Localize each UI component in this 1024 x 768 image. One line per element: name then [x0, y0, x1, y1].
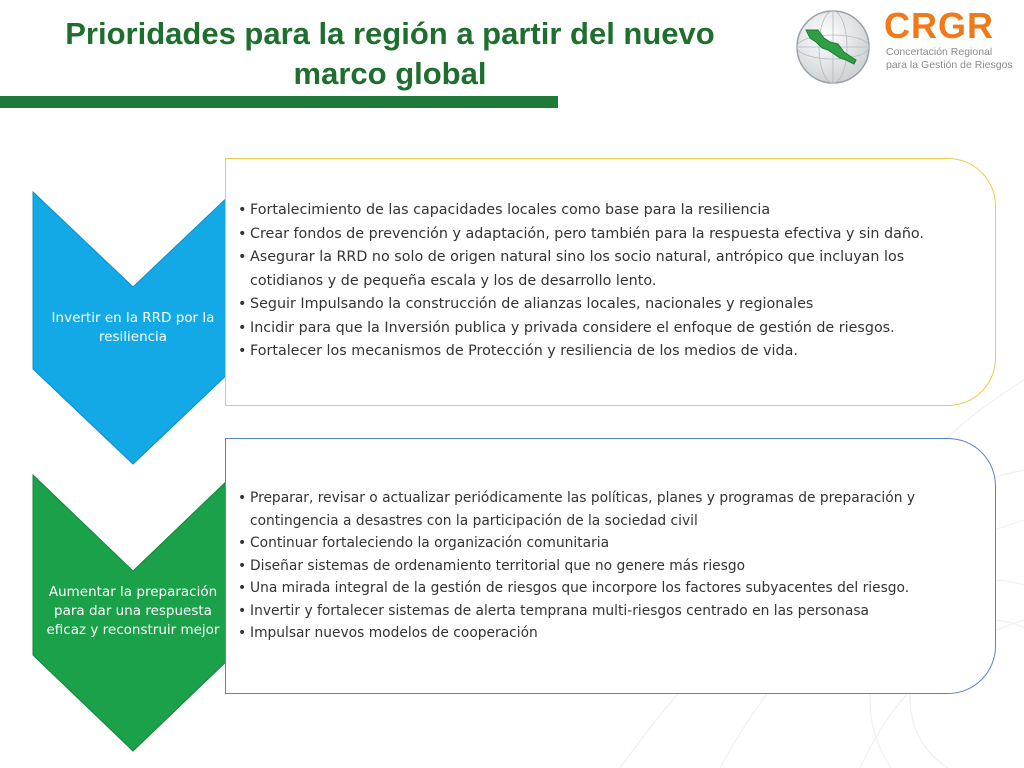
list-item: • Fortalecer los mecanismos de Protección y resiliencia de los medios de vida. [238, 340, 981, 364]
central-america-globe-icon [794, 8, 872, 86]
section-2-label: Aumentar la preparación para dar una respuesta eficaz y reconstruir mejor [46, 584, 220, 638]
list-item: • Diseñar sistemas de ordenamiento territorial que no genere más riesgo [238, 555, 981, 578]
section-1-label: Invertir en la RRD por la resiliencia [51, 310, 215, 345]
logo-block [884, 6, 1024, 72]
section-1-chevron [33, 192, 233, 464]
logo-name: CRGR [884, 5, 994, 46]
section-1-bullet-list [238, 199, 981, 364]
section-2-panel [225, 438, 996, 694]
slide-title-line-1: Prioridades para la región a partir del nuevo [65, 16, 715, 51]
title-underline-bar [0, 96, 558, 108]
section-1-panel [225, 158, 996, 406]
section-2-chevron [33, 475, 233, 751]
slide-title-line-2: marco global [293, 56, 487, 91]
logo-subtitle-line-2: para la Gestión de Riesgos [886, 59, 1013, 71]
list-item: • Incidir para que la Inversión publica y privada considere el enfoque de gestión de riesgos. [238, 317, 981, 341]
list-item: • Preparar, revisar o actualizar periódicamente las políticas, planes y programas de preparación y contingencia a desastres con la participación de la sociedad civil [238, 487, 981, 532]
list-item: • Asegurar la RRD no solo de origen natural sino los socio natural, antrópico que incluyan los cotidianos y de pequeña escala y los de desarrollo lento. [238, 246, 981, 293]
list-item: • Crear fondos de prevención y adaptación, pero también para la respuesta efectiva y sin daño. [238, 223, 981, 247]
list-item: • Seguir Impulsando la construcción de alianzas locales, nacionales y regionales [238, 293, 981, 317]
list-item: • Continuar fortaleciendo la organización comunitaria [238, 532, 981, 555]
list-item: • Fortalecimiento de las capacidades locales como base para la resiliencia [238, 199, 981, 223]
list-item: • Una mirada integral de la gestión de riesgos que incorpore los factores subyacentes del riesgo. [238, 577, 981, 600]
section-2-bullet-list [238, 487, 981, 645]
slide-title [0, 14, 780, 94]
logo-subtitle-line-1: Concertación Regional [886, 46, 993, 58]
list-item: • Impulsar nuevos modelos de cooperación [238, 622, 981, 645]
list-item: • Invertir y fortalecer sistemas de alerta temprana multi-riesgos centrado en las personasa [238, 600, 981, 623]
